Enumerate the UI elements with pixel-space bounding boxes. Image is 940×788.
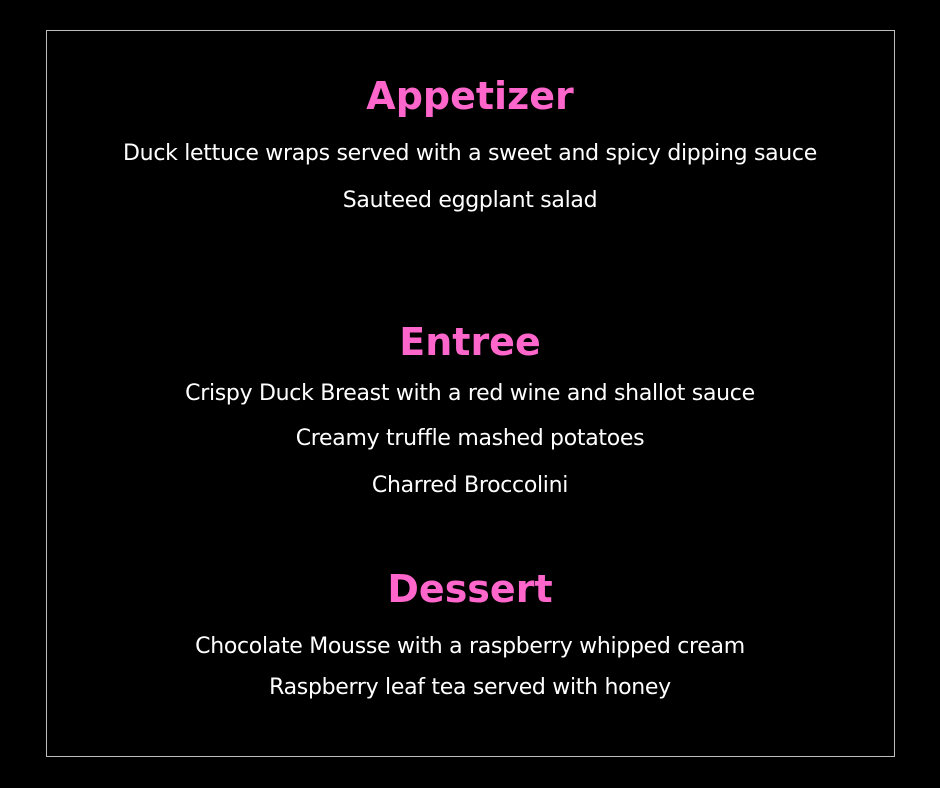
entree-item: Charred Broccolini [371, 473, 569, 498]
dessert-item: Chocolate Mousse with a raspberry whipped cream [195, 634, 745, 659]
entree-heading: Entree [399, 320, 541, 364]
appetizer-item: Sauteed eggplant salad [342, 188, 598, 213]
dessert-heading: Dessert [387, 567, 553, 611]
entree-item: Crispy Duck Breast with a red wine and shallot sauce [185, 381, 755, 406]
appetizer-heading: Appetizer [366, 74, 574, 118]
entree-item: Creamy truffle mashed potatoes [295, 426, 645, 451]
appetizer-item: Duck lettuce wraps served with a sweet and spicy dipping sauce [123, 141, 817, 166]
dessert-item: Raspberry leaf tea served with honey [269, 675, 671, 700]
